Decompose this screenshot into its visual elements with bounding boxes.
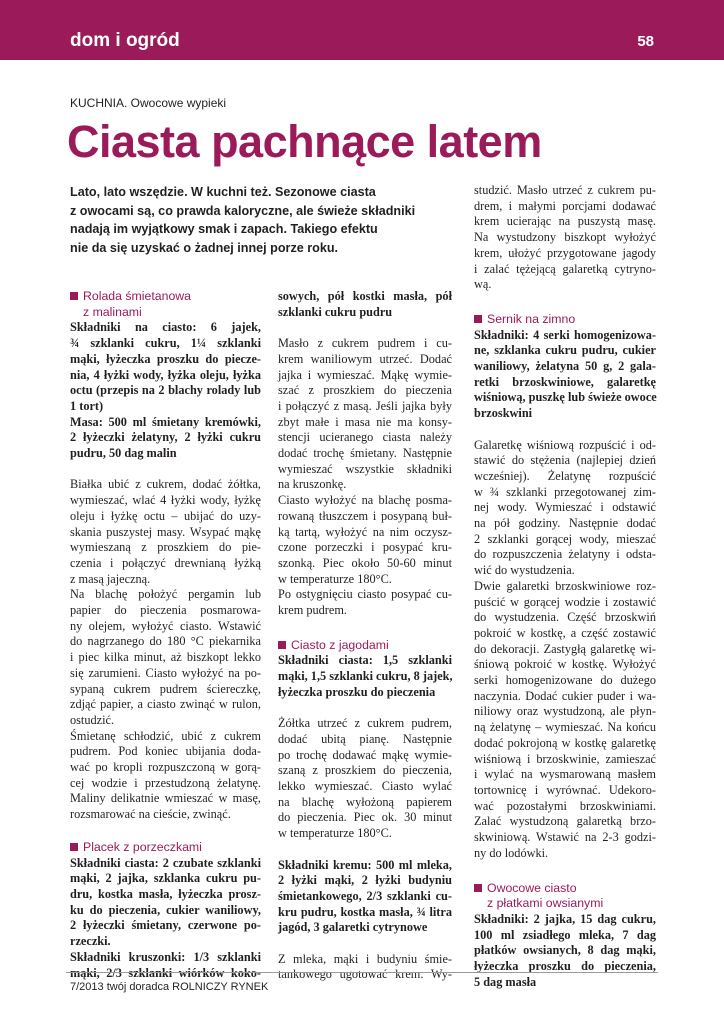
recipe-heading-placek: Placek z porzeczkami [70,840,261,856]
text-line: ku do pieczenia, cukier waniliowy, [70,902,261,917]
text-line: rzeczki. [70,934,111,949]
footer-divider [66,972,658,973]
text-line: 2 łyżeczki żelatyny, 2 łyżki cukru [70,430,261,445]
text-line: Po ostygnięciu ciasto posypać cu- [278,587,452,602]
text-line: Składniki ciasta: 1,5 szklanki [278,653,452,668]
text-line: na pół godziny. Następnie dodać [474,516,656,531]
text-line: do rozpuszczenia żelatyny i odsta- [474,547,656,562]
text-line: mąki, łyżeczka proszku do piecze- [70,351,261,366]
lead-line: nie da się uzyskać o żadnej innej porze roku. [70,240,339,255]
text-line: Dwie galaretki brzoskwiniowe roz- [474,578,656,593]
text-line: Maliny delikatnie wmieszać w masę, [70,791,261,806]
text-line: śniową pokroić w kostkę. Wyłożyć [474,657,656,672]
text-line: retki brzoskwiniowe, galaretkę [474,374,656,389]
square-bullet-icon [474,315,482,323]
text-line: octu (przepis na 2 blachy rolady lub [70,383,261,398]
text-line: wić do wystudzenia. [474,563,575,578]
text-line: szać z proszkiem do pieczenia [278,383,452,398]
text-line: rozsmarować na cieście, zwinąć. [70,807,231,822]
text-line: dodać pokrojoną w kostkę galaretkę [474,735,656,750]
text-line: wcześniej). Żelatynę rozpuścić [474,468,656,483]
text-line: wymieszać wszystkie składniki [278,461,452,476]
square-bullet-icon [70,843,78,851]
ingredients-sernik [474,328,656,422]
text-line: do wystudzenia. Część brzoskwiń [474,610,656,625]
text-line: szonką. Piec około 50-60 minut [278,555,452,570]
text-line: Ciasto wyłożyć na blachę posma- [278,493,452,508]
text-line: kru pudru, kostka masła, ¾ litra [278,904,452,919]
text-line: i zalać tężejącą galaretką cytryno- [474,261,656,276]
text-line: do pieczenia. Piec ok. 30 minut [278,810,452,825]
text-line: 5 dag masła [474,974,537,989]
text-line: Śmietanę schłodzić, ubić z cukrem [70,728,261,743]
text-line: nej wody. Wymieszać i odstawić [474,500,656,515]
text-line: się zarumieni. Ciasto wyłożyć na po- [70,665,261,680]
recipe-heading-sernik: Sernik na zimno [474,312,656,328]
text-line: Składniki: 2 jajka, 15 dag cukru, [474,911,656,926]
text-line: łyżeczka proszku do pieczenia, [474,959,656,974]
ingredients-owocowe [474,912,656,991]
text-line: drem, i małymi porcjami dodawać [474,198,656,213]
text-line: do dekoracji. Zastygłą galaretkę wi- [474,641,656,656]
text-line: zbyt małe i masa nie ma konsy- [278,414,452,429]
section-name: dom i ogród [70,30,180,51]
text-line: serki homogenizowane do dużego [474,673,656,688]
text-line: niliowy oraz wystudzoną, ale płyn- [474,704,656,719]
text-line: Galaretkę wiśniową rozpuścić i od- [474,437,656,452]
text-line: czenia i połączyć drewnianą łyżką [70,555,261,570]
text-line: w temperaturze 180°C. [278,571,392,586]
text-line: pudrem. Pod koniec ubijania doda- [70,744,261,759]
ingredients-placek-cont [278,289,452,320]
text-line: wiśniową, puszkę lub świeże owoce [474,390,657,405]
text-line: Białka ubić z cukrem, dodać żółtka, [70,477,261,492]
text-line: waniliowy, żelatyna 50 g, 2 gala- [474,359,656,374]
text-line: Z mleka, mąki i budyniu śmie- [278,951,452,966]
text-line: Na blachę położyć pergamin lub [70,587,261,602]
text-line: mąki, 1,5 szklanki cukru, 8 jajek, [278,669,453,684]
ingredients-placek [70,856,261,982]
text-line: nia, 4 łyżki wody, łyżka oleju, łyżka [70,367,261,382]
text-line: Zalać wystudzoną galaretką brzo- [474,814,656,829]
text-line: dru, kostka masła, łyżeczka prosz- [70,887,261,901]
text-line: wą. [474,277,492,292]
text-line: na blachę wyłożoną papierem [278,794,452,809]
text-line: naczynia. Dodać cukier puder i wa- [474,688,656,703]
method-rolada [70,477,261,822]
method-krem [278,952,452,983]
text-line: ny do lodówki. [474,845,549,860]
lead-line: Lato, lato wszędzie. W kuchni też. Sezonowe ciasta [70,185,376,199]
text-line: krem pudrem. [278,603,347,618]
text-line: ostudzić. [70,712,115,727]
text-line: pudru, 50 dag malin [70,446,177,461]
text-line: szaną z proszkiem do pieczenia, [278,763,452,778]
header-bar [0,0,724,60]
text-line: wymieszaną z proszkiem do pie- [70,540,261,555]
text-line: do nagrzanego do 180 °C piekarnika [70,634,261,649]
text-line: lekko wymieszać. Ciasto wylać [278,779,452,794]
text-line: szklanki cukru pudru [278,304,393,319]
method-ciasto [278,716,452,842]
text-line: na kruszonkę. [278,477,347,492]
column-2 [278,289,452,983]
text-line: wać pozostałymi brzoskwiniami. [474,798,656,813]
text-line: stawić do stężenia (najlepiej dzień [474,453,656,468]
text-line: Masło z cukrem pudrem i cu- [278,336,452,351]
text-line: krem ucierając na puszystą masę. [474,214,656,229]
lead-line: nadają im wyjątkowy smak i zapach. Takiego efektu [70,222,378,236]
text-line: 2 łyżki mąki, 2 łyżki budyniu [278,873,452,888]
footer-issue: 7/2013 twój doradca ROLNICZY RYNEK [70,981,269,993]
square-bullet-icon [70,292,78,300]
lead-line: z owocami są, co prawda kaloryczne, ale świeże składniki [70,203,416,218]
text-line: Na wystudzony biszkopt wyłożyć [474,230,656,245]
text-line: ny olejem, wyłożyć ciasto. Wstawić [70,618,261,633]
text-line: 100 ml zsiadłego mleka, 7 dag [474,927,656,942]
ingredients-krem [278,858,452,937]
text-line: Składniki na ciasto: 6 jajek, [70,320,261,335]
recipe-heading-owocowe: Owocowe ciasto z płatkami owsianymi [474,881,656,912]
text-line: Składniki kremu: 500 ml mleka, [278,857,452,872]
text-line: 2 łyżeczki śmietany, czerwone po- [70,918,261,933]
kicker: KUCHNIA. Owocowe wypieki [70,96,227,110]
text-line: zdjąć papier, a ciasto zwinąć w rulon, [70,697,261,712]
ingredients-ciasto [278,653,452,700]
text-line: oleju i łyżkę octu – ubijać do uzy- [70,508,261,523]
column-3 [474,183,656,990]
text-line: krem, ułożyć przygotowane jagody [474,245,656,260]
text-line: papier do pieczenia posmarowa- [70,603,261,618]
page-number: 58 [637,33,654,50]
text-line: mąki, 2 jajka, szklanka cukru pu- [70,871,261,886]
text-line: ką tartą, wyłożyć na nim oczysz- [278,524,452,539]
text-line: wać po kropli rozpuszczoną w gorą- [70,760,261,775]
text-line: Żółtka utrzeć z cukrem pudrem, [278,716,452,731]
text-line: skwiniową. Wstawić na 2-3 godzi- [474,830,656,845]
text-line: po trochę dodawać mąkę wymie- [278,747,452,762]
text-line: krem waniliowym utrzeć. Dodać [278,351,452,366]
text-line: Składniki: 4 serki homogenizowa- [474,327,656,342]
text-line: ¾ szklanki cukru, 1¼ szklanki [70,336,261,351]
text-line: Składniki ciasta: 2 czubate szklanki [70,855,261,870]
text-line: brzoskwini [474,406,533,421]
text-line: dodać ubitą pianę. Następnie [278,731,452,746]
text-line: wiśniową i brzoskwinie, zamieszać [474,751,656,766]
text-line: skania puszystej masy. Wsypać mąkę [70,524,261,539]
text-line: studzić. Masło utrzeć z cukrem pu- [474,183,656,197]
text-line: mąki, 2/3 szklanki wiórków koko- [70,965,261,980]
method-sernik [474,438,656,862]
recipe-heading-ciasto: Ciasto z jagodami [278,638,452,654]
text-line: śmietankowego, 2/3 szklanki cu- [278,888,452,903]
text-line: Składniki kruszonki: 1/3 szklanki [70,949,261,964]
text-line: sowych, pół kostki masła, pół [278,289,452,303]
text-line: Masa: 500 ml śmietany kremówki, [70,414,261,429]
text-line: jagód, 3 galaretki cytrynowe [278,920,428,935]
column-1 [70,289,261,981]
text-line: w ¾ szklanki przegotowanej zim- [474,484,656,499]
text-line: płatków owsianych, 8 dag mąki, [474,943,656,958]
text-line: i wylać na wysmarowaną masłem [474,767,656,782]
text-line: tankowego ugotować krem. Wy- [278,967,452,982]
ingredients-rolada [70,320,261,461]
text-line: dodać trochę śmietany. Następnie [278,446,452,461]
text-line: rowaną tłuszczem i posypaną buł- [278,508,452,523]
text-line: łyżeczka proszku do pieczenia [278,684,436,699]
text-line: ne, szklanka cukru pudru, cukier [474,343,656,358]
text-line: wymieszać, wlać 4 łyżki wody, łyżkę [70,493,261,508]
text-line: z masą jajeczną. [70,571,151,586]
square-bullet-icon [474,884,482,892]
text-line: pokroić w kostkę, a część zostawić [474,625,656,640]
text-line: 2 szklanki gorącej wody, mieszać [474,531,656,546]
recipe-heading-rolada: Rolada śmietanowa z malinami [70,289,261,320]
lead-paragraph [70,183,455,257]
text-line: stencji ucieranego ciasta należy [278,430,452,445]
text-line: tortownicę i wyrównać. Udekoro- [474,783,656,797]
text-line: ną żelatynę – wymieszać. Na końcu [474,720,656,735]
text-line: i piec kilka minut, aż biszkopt lekko [70,650,261,665]
text-line: i połączyć z masą. Jeśli jajka były [278,398,452,413]
method-placek [278,336,452,619]
text-line: 1 tort) [70,398,104,413]
text-line: puścić w gorącej wodzie i zostawić [474,594,656,609]
text-line: w temperaturze 180°C. [278,826,392,841]
text-line: czone porzeczki i posypać kru- [278,540,452,555]
text-line: cej wodzie i przestudzoną żelatynę. [70,775,261,790]
article-title: Ciasta pachnące latem [67,116,542,167]
text-line: sypaną cukrem pudrem ściereczkę, [70,681,261,696]
text-line: jajka i wymieszać. Mąkę wymie- [278,367,452,382]
square-bullet-icon [278,641,286,649]
method-ciasto-cont [474,183,656,293]
